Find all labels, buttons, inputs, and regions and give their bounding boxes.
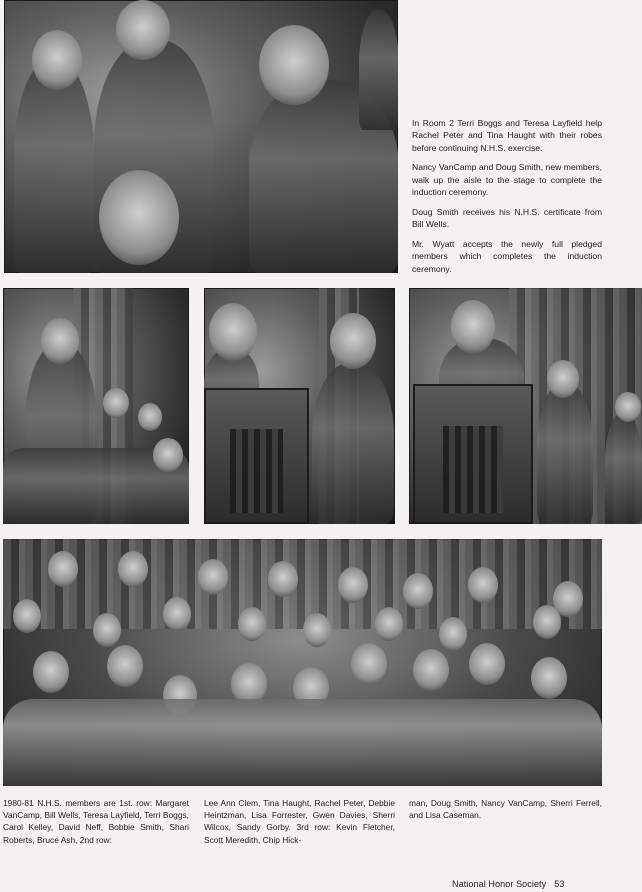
section-title: National Honor Society — [452, 879, 547, 889]
photo-certificate — [204, 288, 395, 524]
page-number: 53 — [554, 879, 565, 889]
caption-aisle: Nancy VanCamp and Doug Smith, new members, walk up the aisle to the stage to complete the induction ceremony. — [412, 162, 602, 198]
photo-aisle-walk — [3, 288, 189, 524]
photo-robing-room — [4, 0, 398, 273]
caption-robing: In Room 2 Terri Boggs and Teresa Layfield help Rachel Peter and Tina Haught with their robes before continuing N.H.S. exercise. — [412, 118, 602, 153]
group-caption-col1: 1980-81 N.H.S. members are 1st. row: Margaret VanCamp, Bill Wells, Teresa Layfield, Terri Boggs, Carol Kelley, David Neff, Bobbie Smith, Shari Roberts, Bruce Ash, 2nd row: — [3, 798, 189, 845]
caption-acceptance: Mr. Wyatt accepts the newly full pledged members which completes the induction ceremony. — [412, 238, 602, 274]
caption-certificate: Doug Smith receives his N.H.S. certificate from Bill Wells. — [412, 206, 602, 230]
group-caption-col2: Lee Ann Clem, Tina Haught, Rachel Peter, Debbie Heintzman, Lisa Forrester, Gwen Davies, Sherri Wilcox, Sandy Gorby. 3rd row: Kevin Fletcher, Scott Meredith, Chip Hick- — [204, 798, 395, 845]
photo-acceptance — [409, 288, 642, 524]
photo-captions — [412, 117, 602, 282]
group-caption-col3: man, Doug Smith, Nancy VanCamp, Sherri Ferrell, and Lisa Caseman. — [409, 798, 602, 821]
photo-group-members — [3, 539, 602, 786]
page-footer — [452, 879, 564, 889]
